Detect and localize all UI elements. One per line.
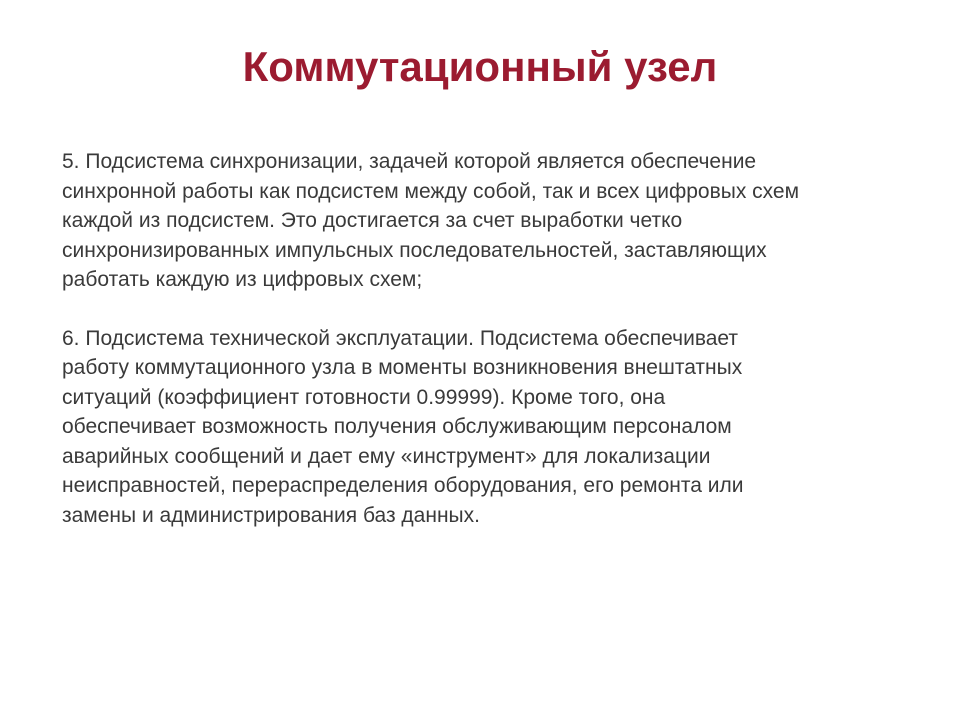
text-line: синхронной работы как подсистем между собой, так и всех цифровых схем — [62, 179, 800, 203]
text-line: работу коммутационного узла в моменты возникновения внештатных — [62, 356, 743, 379]
text-line: работать каждую из цифровых схем; — [62, 268, 423, 291]
text-line: обеспечивает возможность получения обслуживающим персоналом — [62, 415, 732, 438]
text-line: 5. Подсистема синхронизации, задачей которой является обеспечение — [62, 150, 757, 173]
slide-content — [62, 147, 902, 530]
text-line: неисправностей, перераспределения оборудования, его ремонта или — [62, 474, 744, 497]
text-line: аварийных сообщений и дает ему «инструмент» для локализации — [62, 444, 711, 468]
slide-title: Коммутационный узел — [242, 43, 718, 90]
paragraph-maintenance-subsystem — [62, 324, 902, 531]
text-line: ситуаций (коэффициент готовности 0.99999). Кроме того, она — [62, 385, 666, 409]
text-line: замены и администрирования баз данных. — [62, 503, 480, 527]
text-line: каждой из подсистем. Это достигается за счет выработки четко — [62, 209, 683, 232]
text-line: 6. Подсистема технической эксплуатации. Подсистема обеспечивает — [62, 326, 739, 350]
text-line: синхронизированных импульсных последовательностей, заставляющих — [62, 238, 767, 262]
paragraph-synchronization-subsystem — [62, 147, 902, 295]
